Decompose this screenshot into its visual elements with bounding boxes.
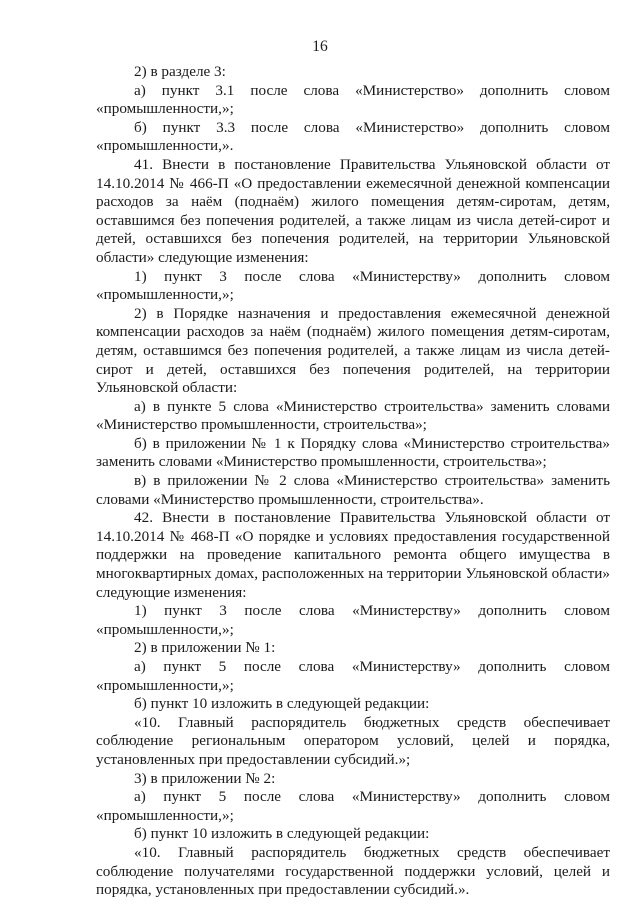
paragraph-42-item-3: 3) в приложении № 2: <box>134 769 276 787</box>
paragraph-41-item-1: 1) пункт 3 после слова «Министерству» дополнить словом «промышленности,»; <box>96 267 610 304</box>
paragraph-41-item-2v: в) в приложении № 2 слова «Министерство строительства» заменить словами «Министерство промышленности, строительства». <box>96 472 610 508</box>
paragraph-item-b-3-3: б) пункт 3.3 после слова «Министерство» дополнить словом «промышленности,». <box>96 118 610 155</box>
paragraph-42-item-3b: б) пункт 10 изложить в следующей редакции: <box>134 825 430 843</box>
page-number: 16 <box>312 38 328 55</box>
paragraph-42-item-2b: б) пункт 10 изложить в следующей редакции: <box>134 695 430 713</box>
document-body <box>96 63 610 900</box>
paragraph-42-item-2a: а) пункт 5 после слова «Министерству» дополнить словом «промышленности,»; <box>96 658 610 694</box>
paragraph-42-item-1: 1) пункт 3 после слова «Министерству» дополнить словом «промышленности,»; <box>96 602 610 638</box>
paragraph-41-item-2a: а) в пункте 5 слова «Министерство строительства» заменить словами «Министерство промышленности, строительства»; <box>96 397 610 434</box>
paragraph-clause-42: 42. Внести в постановление Правительства Ульяновской области от 14.10.2014 № 468-П «О порядке и условиях предоставления государственной поддержки на проведение капитального ремонта общего имущества в многоквартирных домах, расположенных на территории Ульяновской области» следующие изменения: <box>96 509 610 601</box>
paragraph-42-item-2: 2) в приложении № 1: <box>134 639 276 657</box>
paragraph-42-item-3a: а) пункт 5 после слова «Министерству» дополнить словом «промышленности,»; <box>96 788 610 824</box>
paragraph-item-a-3-1: а) пункт 3.1 после слова «Министерство» дополнить словом «промышленности,»; <box>96 81 610 118</box>
paragraph-section3: 2) в разделе 3: <box>134 63 226 80</box>
paragraph-41-item-2b: б) в приложении № 1 к Порядку слова «Министерство строительства» заменить словами «Министерство промышленности, строительства»; <box>96 434 610 471</box>
paragraph-42-quote-10-second: «10. Главный распорядитель бюджетных средств обеспечивает соблюдение получателями государственной поддержки условий, целей и порядка, установленных при предоставлении субсидий.». <box>96 843 610 899</box>
paragraph-41-item-2: 2) в Порядке назначения и предоставления ежемесячной денежной компенсации расходов за наём (поднаём) жилого помещения детям-сиротам, детям, оставшимся без попечения родителей, а также лицам из числа детей-сирот и детей, оставшихся без попечения родителей, на территории Ульяновской области: <box>96 304 610 397</box>
paragraph-42-quote-10-first: «10. Главный распорядитель бюджетных средств обеспечивает соблюдение региональным оператором условий, целей и порядка, установленных при предоставлении субсидий.»; <box>96 713 610 768</box>
paragraph-clause-41: 41. Внести в постановление Правительства Ульяновской области от 14.10.2014 № 466-П «О предоставлении ежемесячной денежной компенсации расходов за наём (поднаём) жилого помещения детям-сиротам, детям, оставшимся без попечения родителей, а также лицам из числа детей-сирот и детей, оставшихся без попечения родителей, на территории Ульяновской области» следующие изменения: <box>96 155 610 266</box>
